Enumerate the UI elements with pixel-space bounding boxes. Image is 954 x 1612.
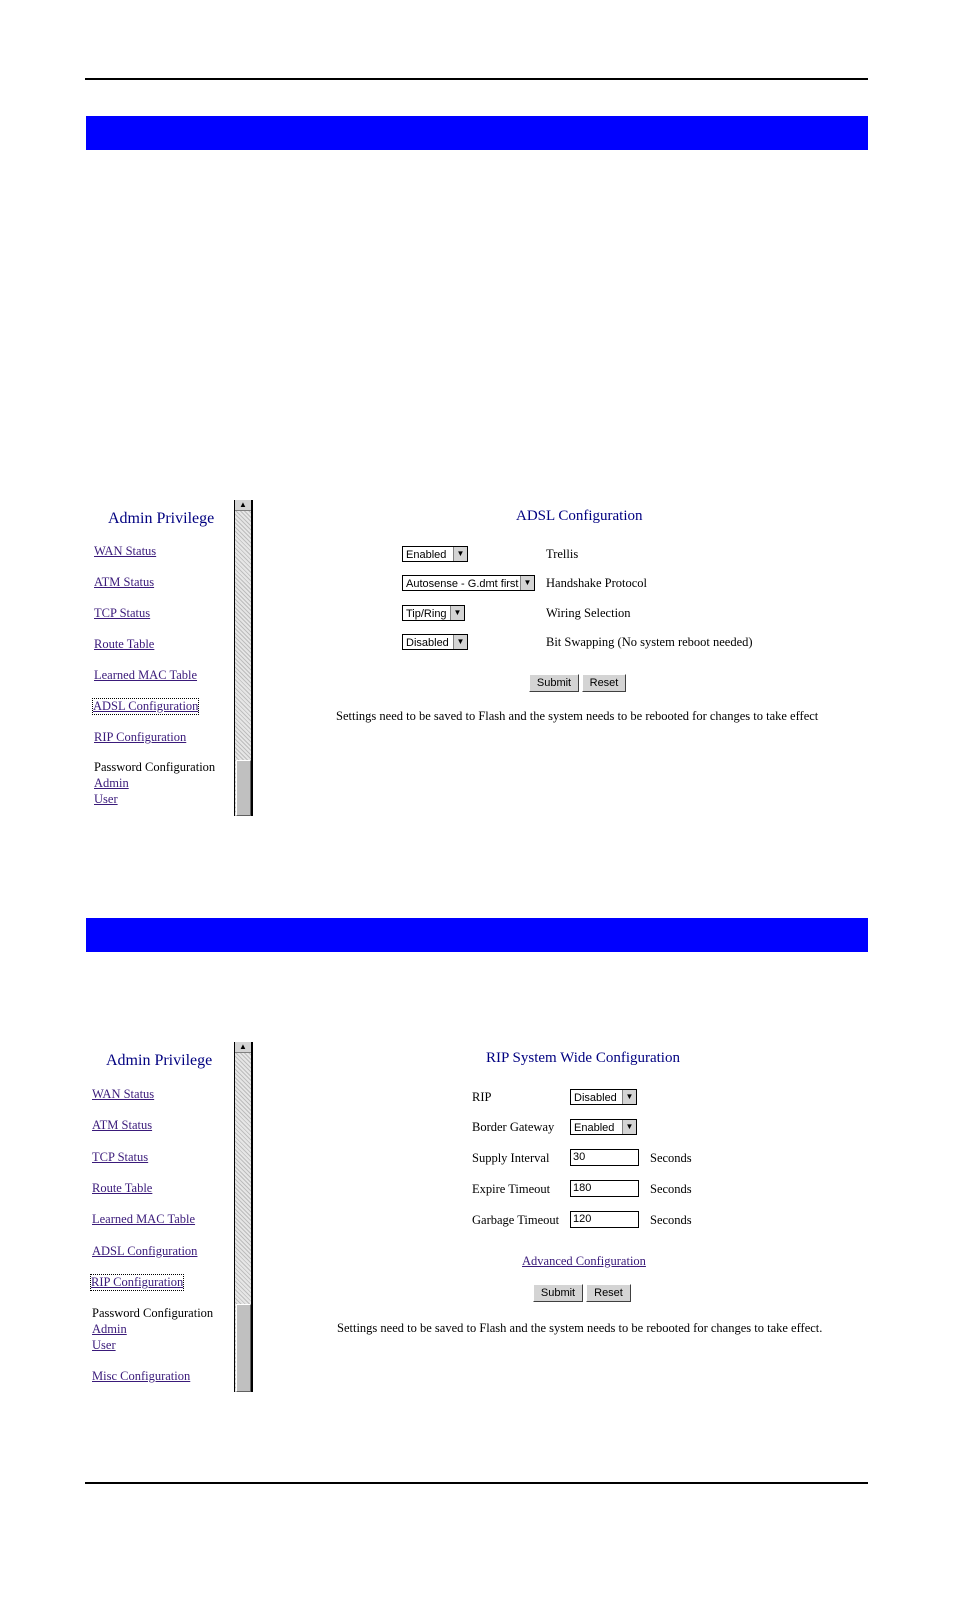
chevron-down-icon: ▼ <box>622 1090 636 1104</box>
bit-swapping-select[interactable] <box>402 634 468 650</box>
chevron-down-icon: ▼ <box>453 547 467 561</box>
chevron-down-icon: ▼ <box>520 576 534 590</box>
submit-button[interactable]: Submit <box>533 1284 583 1302</box>
rip-screenshot <box>86 1042 868 1394</box>
supply-interval-input[interactable]: 30 <box>570 1149 639 1166</box>
supply-interval-unit: Seconds <box>650 1151 692 1165</box>
reset-button[interactable]: Reset <box>582 674 626 692</box>
sidebar-link-atm-status[interactable]: ATM Status <box>94 575 155 589</box>
advanced-configuration-link[interactable]: Advanced Configuration <box>522 1254 646 1268</box>
section-bar-rip <box>86 918 868 952</box>
sidebar-link-tcp-status[interactable]: TCP Status <box>94 606 151 620</box>
expire-timeout-input[interactable]: 180 <box>570 1180 639 1197</box>
sidebar-link-tcp-status[interactable]: TCP Status <box>92 1150 149 1164</box>
sidebar-link-user[interactable]: User <box>94 792 118 806</box>
garbage-timeout-label: Garbage Timeout <box>472 1213 560 1227</box>
sidebar-link-adsl-configuration[interactable]: ADSL Configuration <box>93 699 199 713</box>
chevron-down-icon: ▼ <box>453 635 467 649</box>
sidebar-link-atm-status[interactable]: ATM Status <box>92 1118 153 1132</box>
reboot-note: Settings need to be saved to Flash and the system needs to be rebooted for changes to take effect. <box>337 1321 823 1335</box>
sidebar-link-user[interactable]: User <box>92 1338 116 1352</box>
sidebar-title: Admin Privilege <box>106 1052 213 1069</box>
sidebar-link-admin[interactable]: Admin <box>94 776 129 790</box>
border-gateway-select-value: Enabled <box>574 1122 615 1134</box>
wiring-select-value: Tip/Ring <box>406 608 447 620</box>
scroll-up-arrow-icon[interactable]: ▲ <box>235 1042 251 1053</box>
supply-interval-label: Supply Interval <box>472 1151 550 1165</box>
border-gateway-select[interactable] <box>570 1119 637 1135</box>
sidebar-link-rip-configuration[interactable]: RIP Configuration <box>94 730 187 744</box>
header-rule <box>85 78 868 80</box>
sidebar-password-heading: Password Configuration <box>94 760 216 774</box>
sidebar-link-route-table[interactable]: Route Table <box>94 637 155 651</box>
sidebar-link-wan-status[interactable]: WAN Status <box>92 1087 155 1101</box>
trellis-select-value: Enabled <box>406 549 447 561</box>
sidebar-password-heading: Password Configuration <box>92 1306 214 1320</box>
scrollbar-thumb[interactable] <box>236 760 251 816</box>
sidebar-title: Admin Privilege <box>108 510 215 527</box>
reset-button[interactable]: Reset <box>586 1284 631 1302</box>
sidebar-link-misc-configuration[interactable]: Misc Configuration <box>92 1369 191 1383</box>
sidebar-link-rip-configuration[interactable]: RIP Configuration <box>91 1275 184 1289</box>
wiring-selection-label: Wiring Selection <box>546 606 631 620</box>
sidebar-link-wan-status[interactable]: WAN Status <box>94 544 157 558</box>
bit-swapping-select-value: Disabled <box>406 637 449 649</box>
adsl-page-title: ADSL Configuration <box>516 508 643 524</box>
sidebar-scrollbar[interactable] <box>234 1042 253 1392</box>
rip-label: RIP <box>472 1090 492 1104</box>
garbage-timeout-input[interactable]: 120 <box>570 1211 639 1228</box>
chevron-down-icon: ▼ <box>622 1120 636 1134</box>
adsl-screenshot <box>86 500 868 820</box>
handshake-protocol-label: Handshake Protocol <box>546 576 648 590</box>
sidebar-link-learned-mac-table[interactable]: Learned MAC Table <box>94 668 198 682</box>
bit-swapping-label: Bit Swapping (No system reboot needed) <box>546 635 753 649</box>
scrollbar-thumb[interactable] <box>236 1304 251 1392</box>
border-gateway-label: Border Gateway <box>472 1120 555 1134</box>
trellis-label: Trellis <box>546 547 579 561</box>
sidebar-link-adsl-configuration[interactable]: ADSL Configuration <box>92 1244 198 1258</box>
footer-rule <box>85 1482 868 1484</box>
sidebar-link-admin[interactable]: Admin <box>92 1322 127 1336</box>
trellis-select[interactable] <box>402 546 468 562</box>
expire-timeout-label: Expire Timeout <box>472 1182 551 1196</box>
sidebar-link-route-table[interactable]: Route Table <box>92 1181 153 1195</box>
wiring-selection-select[interactable] <box>402 605 465 621</box>
handshake-select-value: Autosense - G.dmt first <box>406 578 519 590</box>
submit-button[interactable]: Submit <box>529 674 579 692</box>
handshake-protocol-select[interactable] <box>402 575 535 591</box>
garbage-timeout-unit: Seconds <box>650 1213 692 1227</box>
rip-select[interactable] <box>570 1089 637 1105</box>
expire-timeout-unit: Seconds <box>650 1182 692 1196</box>
sidebar-scrollbar[interactable] <box>234 500 253 816</box>
chevron-down-icon: ▼ <box>450 606 464 620</box>
rip-page-title: RIP System Wide Configuration <box>486 1050 680 1066</box>
section-bar-adsl <box>86 116 868 150</box>
sidebar-link-learned-mac-table[interactable]: Learned MAC Table <box>92 1212 196 1226</box>
reboot-note: Settings need to be saved to Flash and the system needs to be rebooted for changes to take effect <box>336 709 819 723</box>
scroll-up-arrow-icon[interactable]: ▲ <box>235 500 251 511</box>
rip-select-value: Disabled <box>574 1092 617 1104</box>
